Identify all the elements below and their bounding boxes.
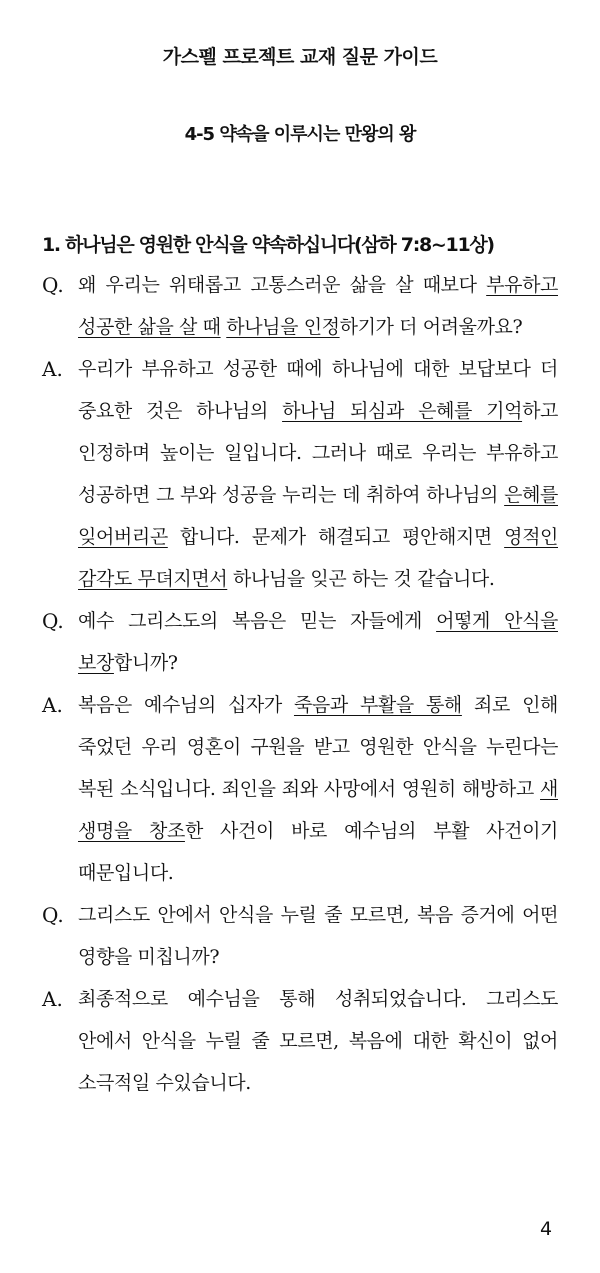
question-marker: Q. <box>42 609 64 633</box>
answer-text <box>78 684 558 894</box>
underlined-phrase: 죽음과 부활을 통해 <box>293 694 462 716</box>
lesson-title: 4-5 약속을 이루시는 만왕의 왕 <box>184 124 416 145</box>
page-title: 가스펠 프로젝트 교재 질문 가이드 <box>162 46 438 68</box>
underlined-phrase: 하나님 되심과 은혜를 기억 <box>282 400 523 422</box>
question-marker: Q. <box>42 903 64 927</box>
text-run: 합니까? <box>113 652 178 674</box>
qa-list <box>42 264 558 1104</box>
question-text <box>78 600 558 684</box>
underlined-phrase: 부유하고 성공한 삶을 살 때 <box>78 274 558 338</box>
page-number: 4 <box>540 1218 553 1240</box>
text-run: 한 사건이 바로 예수님의 부활 사건이기 때문입니다. <box>78 820 558 884</box>
text-run: 우리가 부유하고 성공한 때에 하나님에 대한 보답보다 더 중요한 것은 하나님의 <box>78 358 558 422</box>
answer-text <box>78 978 558 1104</box>
question-item <box>42 894 558 978</box>
text-run: 예수 그리스도의 복음은 믿는 자들에게 <box>78 610 437 632</box>
text-run: 하기가 더 어려울까요? <box>339 316 523 338</box>
text-run: 합니다. 문제가 해결되고 평안해지면 <box>167 526 505 548</box>
text-run: 하나님을 잊곤 하는 것 같습니다. <box>227 568 495 590</box>
text-run: 왜 우리는 위태롭고 고통스러운 삶을 살 때보다 <box>78 274 487 296</box>
question-text <box>78 894 558 978</box>
question-marker: Q. <box>42 273 64 297</box>
text-run: 하고 인정하며 높이는 일입니다. 그러나 때로 우리는 부유하고 성공하면 그 부와 성공을 누리는 데 취하여 하나님의 <box>78 400 558 506</box>
answer-item <box>42 684 558 894</box>
text-run: 최종적으로 예수님을 통해 성취되었습니다. 그리스도 안에서 안식을 누릴 줄 모르면, 복음에 대한 확신이 없어 소극적일 수있습니다. <box>78 988 558 1094</box>
answer-marker: A. <box>42 987 63 1011</box>
section-heading: 1. 하나님은 영원한 안식을 약속하십니다(삼하 7:8~11상) <box>42 234 494 256</box>
answer-item <box>42 978 558 1104</box>
underlined-phrase: 어떻게 안식을 보장 <box>78 610 558 674</box>
answer-text <box>78 348 558 600</box>
underlined-phrase: 새 생명을 창조 <box>78 778 558 842</box>
text-run: 그리스도 안에서 안식을 누릴 줄 모르면, 복음 증거에 어떤 영향을 미칩니까? <box>78 904 558 968</box>
underlined-phrase: 영적인 감각도 무뎌지면서 <box>78 526 558 590</box>
question-text <box>78 264 558 348</box>
text-run: 복음은 예수님의 십자가 <box>78 694 294 716</box>
question-item <box>42 264 558 348</box>
answer-marker: A. <box>42 357 63 381</box>
underlined-phrase: 하나님을 인정 <box>226 316 340 338</box>
text-run: 죄로 인해 죽었던 우리 영혼이 구원을 받고 영원한 안식을 누린다는 복된 소식입니다. 죄인을 죄와 사망에서 영원히 해방하고 <box>78 694 558 800</box>
underlined-phrase: 은혜를 잊어버리곤 <box>78 484 558 548</box>
answer-item <box>42 348 558 600</box>
question-item <box>42 600 558 684</box>
answer-marker: A. <box>42 693 63 717</box>
